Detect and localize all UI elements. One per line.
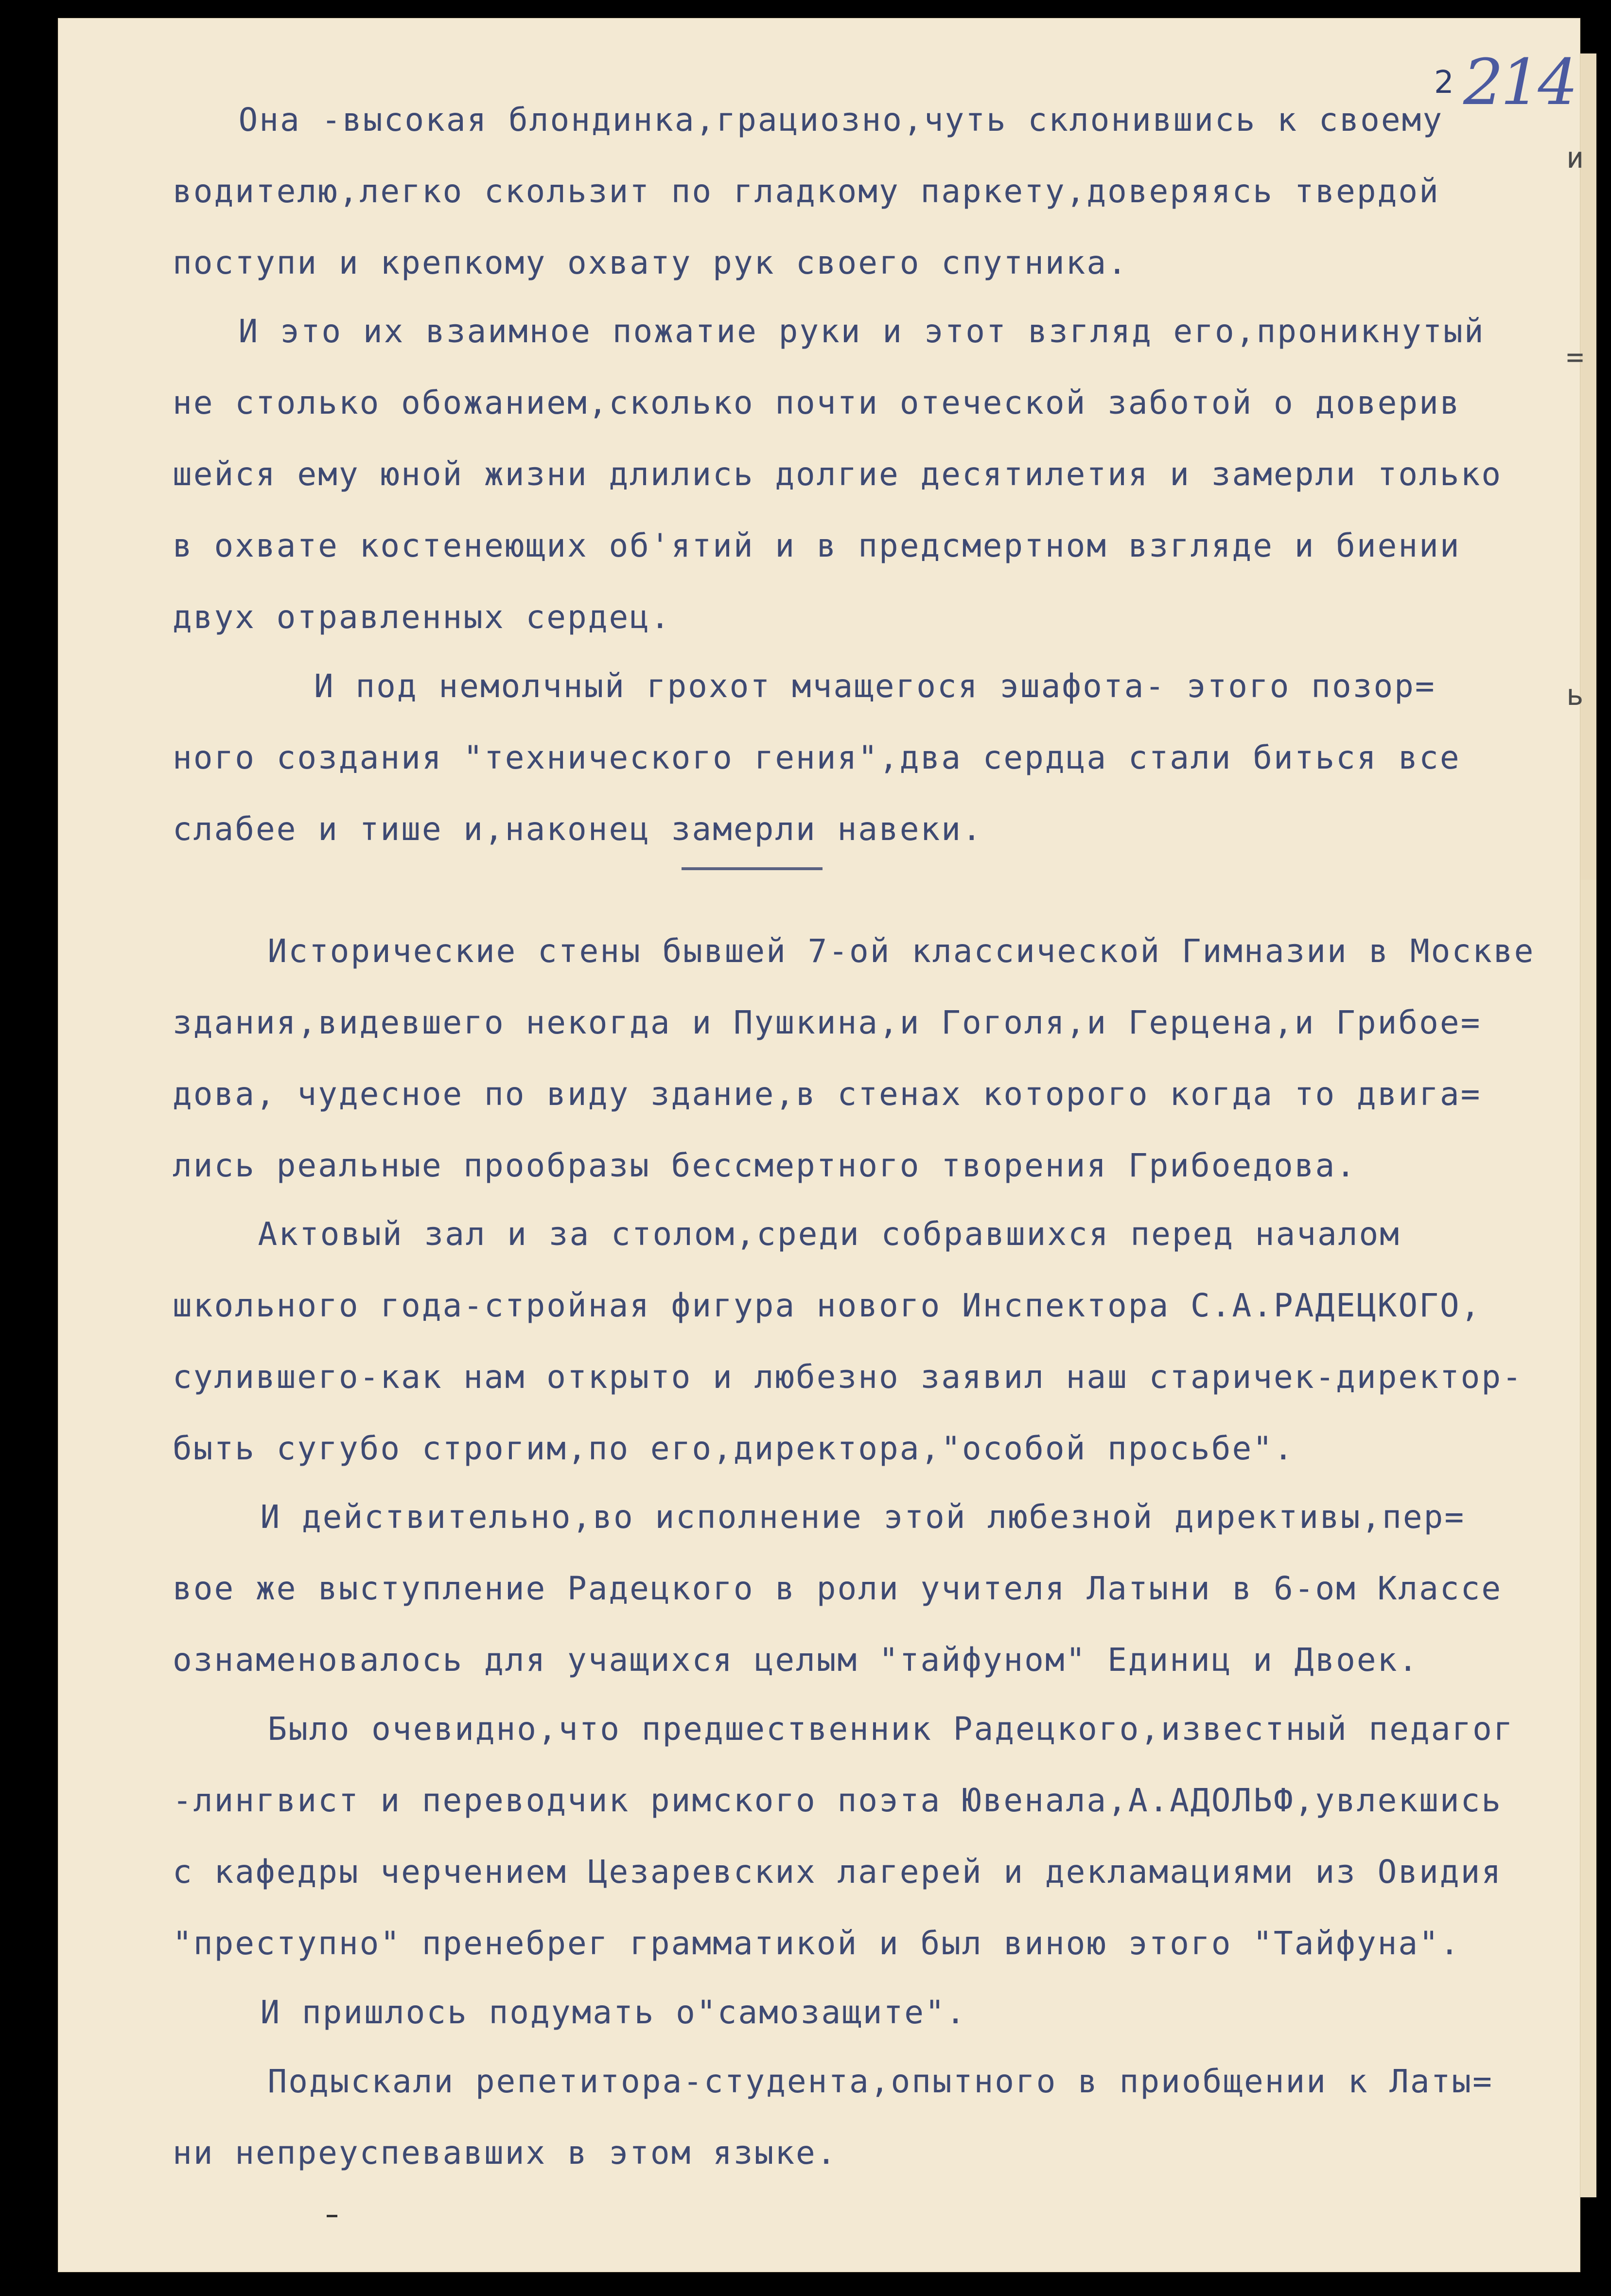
text-line: -лингвист и переводчик римского поэта Ювенала,А.АДОЛЬФ,увлекшись — [173, 1782, 1503, 1819]
text-line: в охвате костенеющих об'ятий и в предсмертном взгляде и биении — [173, 527, 1461, 564]
text-line: школьного года-стройная фигура нового Инспектора С.А.РАДЕЦКОГО, — [173, 1287, 1482, 1324]
text-line: ного создания "технического гения",два сердца стали биться все — [173, 739, 1461, 776]
text-line: лись реальные прообразы бессмертного творения Грибоедова. — [173, 1147, 1357, 1184]
margin-mark: и — [1566, 141, 1584, 175]
text-line: с кафедры черчением Цезаревских лагерей и декламациями из Овидия — [173, 1853, 1503, 1891]
text-line: И это их взаимное пожатие руки и этот взгляд его,проникнутый — [197, 313, 1485, 350]
text-line: "преступно" пренебрег грамматикой и был виною этого "Тайфуна". — [173, 1925, 1461, 1962]
margin-mark: ь — [1566, 678, 1584, 712]
text-line: здания,видевшего некогда и Пушкина,и Гоголя,и Герцена,и Грибое= — [173, 1004, 1482, 1041]
text-line: И под немолчный грохот мчащегося эшафота- этого позор= — [231, 667, 1436, 705]
text-line: И пришлось подумать о"самозащите". — [219, 1994, 967, 2031]
text-line: поступи и крепкому охвату рук своего спутника. — [173, 244, 1128, 281]
text-line: шейся ему юной жизни длились долгие десятилетия и замерли только — [173, 456, 1503, 493]
typed-text-2 — [58, 18, 1580, 2272]
text-line: ни непреуспевавших в этом языке. — [173, 2134, 838, 2172]
margin-mark: = — [1566, 340, 1584, 374]
text-line: слабее и тише и,наконец замерли навеки. — [173, 810, 983, 848]
text-line: Было очевидно,что предшественник Радецкого,известный педагог — [226, 1710, 1514, 1748]
text-line: Она -высокая блондинка,грациозно,чуть склонившись к своему — [197, 101, 1444, 139]
text-line: сулившего-как нам открыто и любезно заявил наш старичек-директор- — [173, 1358, 1523, 1396]
text-line: быть сугубо строгим,по его,директора,"особой просьбе". — [173, 1430, 1295, 1467]
text-line: дова, чудесное по виду здание,в стенах которого когда то двига= — [173, 1075, 1482, 1113]
text-line: вое же выступление Радецкого в роли учителя Латыни в 6-ом Классе — [173, 1570, 1503, 1607]
text-line: Исторические стены бывшей 7-ой классической Гимназии в Москве — [226, 932, 1535, 970]
text-line: двух отравленных сердец. — [173, 598, 671, 636]
text-line: водителю,легко скользит по гладкому паркету,доверяясь твердой — [173, 173, 1440, 210]
handwritten-page-number: 214 — [1463, 45, 1576, 119]
text-line: ознаменовалось для учащихся целым "тайфуном" Единиц и Двоек. — [173, 1641, 1419, 1679]
typed-page — [58, 18, 1580, 2272]
text-line: Подыскали репетитора-студента,опытного в приобщении к Латы= — [226, 2063, 1493, 2100]
text-line: не столько обожанием,сколько почти отеческой заботой о доверив — [173, 384, 1461, 421]
stray-mark — [327, 2215, 337, 2217]
text-line: Актовый зал и за столом,среди собравшихся перед началом — [216, 1215, 1401, 1253]
typed-page-number: 2 — [1434, 65, 1454, 101]
text-line: И действительно,во исполнение этой любезной директивы,пер= — [219, 1498, 1466, 1536]
